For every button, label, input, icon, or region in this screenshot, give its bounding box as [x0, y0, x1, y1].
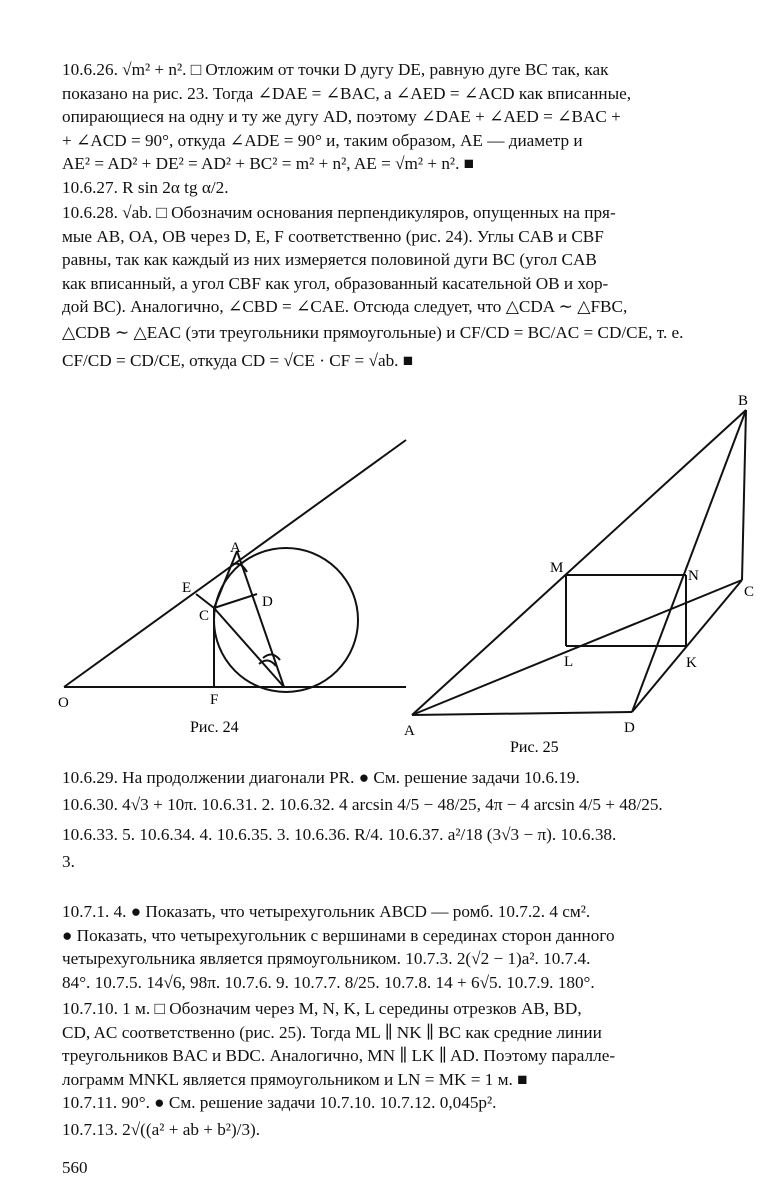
fig25-label-B: B [738, 393, 749, 409]
text-line: мые AB, OA, OB через D, E, F соответственно (рис. 24). Углы CAB и CBF [62, 226, 604, 246]
block-10-6-26 [62, 58, 758, 199]
text-line: показано на рис. 23. Тогда ∠DAE = ∠BAC, а ∠AED = ∠ACD как вписанные, [62, 83, 632, 103]
fig25-label-C: C [744, 584, 755, 600]
fig25-caption: Рис. 25 [510, 739, 559, 756]
text-line: четырехугольника является прямоугольником. 10.7.3. 2(√2 − 1)a². 10.7.4. [62, 949, 591, 968]
fig25-label-D: D [624, 720, 635, 736]
text-line: 10.6.30. 4√3 + 10π. 10.6.31. 2. 10.6.32. 4 arcsin 4/5 − 48/25, 4π − 4 arcsin 4/5 + 48/25. [62, 794, 663, 814]
text-line: 10.6.29. На продолжении диагонали PR. ● См. решение задачи 10.6.19. [62, 768, 580, 787]
text-line: 10.6.27. R sin 2α tg α/2. [62, 177, 229, 197]
text-line: 10.7.1. 4. ● Показать, что четырехугольник ABCD — ромб. 10.7.2. 4 см². [62, 902, 591, 921]
text-line: 10.6.33. 5. 10.6.34. 4. 10.6.35. 3. 10.6.36. R/4. 10.6.37. a²/18 (3√3 − π). 10.6.38. [62, 824, 617, 844]
block-10-7-1 [62, 900, 758, 994]
fig24-label-E: E [182, 580, 192, 596]
text-line: дой BC). Аналогично, ∠CBD = ∠CAE. Отсюда следует, что △CDA ∼ △FBC, [62, 297, 628, 316]
fig24-label-C: C [199, 608, 210, 624]
block-10-7-10 [62, 997, 758, 1145]
text-line: △CDB ∼ △EAC (эти треугольники прямоугольные) и CF/CD = BC/AC = CD/CE, т. е. [62, 322, 684, 342]
text-line: 3. [62, 851, 75, 871]
text-line: CF/CD = CD/CE, откуда CD = √CE · CF = √ab. ■ [62, 350, 414, 370]
text-line: опирающиеся на одну и ту же дугу AD, поэтому ∠DAE + ∠AED = ∠BAC + [62, 107, 621, 126]
text-line: равны, так как каждый из них измеряется половиной дуги BC (угол CAB [62, 250, 597, 269]
text-line: 10.7.11. 90°. ● См. решение задачи 10.7.10. 10.7.12. 0,045p². [62, 1093, 497, 1112]
block-10-6-28 [62, 201, 758, 375]
fig25-label-A: A [404, 723, 415, 739]
block-10-6-29 [62, 766, 758, 873]
text-line: 84°. 10.7.5. 14√6, 98π. 10.7.6. 9. 10.7.7. 8/25. 10.7.8. 14 + 6√5. 10.7.9. 180°. [62, 972, 595, 992]
page-number: 560 [62, 1158, 88, 1177]
fig25-label-L: L [564, 654, 574, 670]
fig25-label-M: M [550, 560, 564, 576]
text-line: как вписанный, а угол CBF как угол, образованный касательной OB и хор- [62, 273, 609, 293]
text-line: CD, AC соответственно (рис. 25). Тогда ML ∥ NK ∥ BC как средние линии [62, 1022, 602, 1042]
fig25-label-N: N [688, 568, 699, 584]
fig24-caption: Рис. 24 [190, 719, 239, 736]
figure-25 [400, 380, 770, 760]
text-line: 10.6.26. √m² + n². □ Отложим от точки D дугу DE, равную дуге BC так, как [62, 60, 609, 79]
fig24-label-D: D [262, 594, 273, 610]
fig24-label-F: F [210, 692, 219, 708]
text-line: ● Показать, что четырехугольник с вершинами в серединах сторон данного [62, 925, 615, 945]
text-line: треугольников BAC и BDC. Аналогично, MN ∥ LK ∥ AD. Поэтому паралле- [62, 1046, 616, 1065]
fig24-label-O: O [58, 695, 69, 711]
text-line: 10.7.10. 1 м. □ Обозначим через M, N, K, L середины отрезков AB, BD, [62, 999, 582, 1018]
text-line: лограмм MNKL является прямоугольником и LN = MK = 1 м. ■ [62, 1069, 528, 1089]
text-line: + ∠ACD = 90°, откуда ∠ADE = 90° и, таким образом, AE — диаметр и [62, 130, 583, 150]
text-line: 10.6.28. √ab. □ Обозначим основания перпендикуляров, опущенных на пря- [62, 203, 616, 222]
text-line: AE² = AD² + DE² = AD² + BC² = m² + n², AE = √m² + n². ■ [62, 154, 475, 173]
fig24-label-A: A [230, 540, 241, 556]
text-line: 10.7.13. 2√((a² + ab + b²)/3). [62, 1119, 261, 1139]
fig25-label-K: K [686, 655, 697, 671]
